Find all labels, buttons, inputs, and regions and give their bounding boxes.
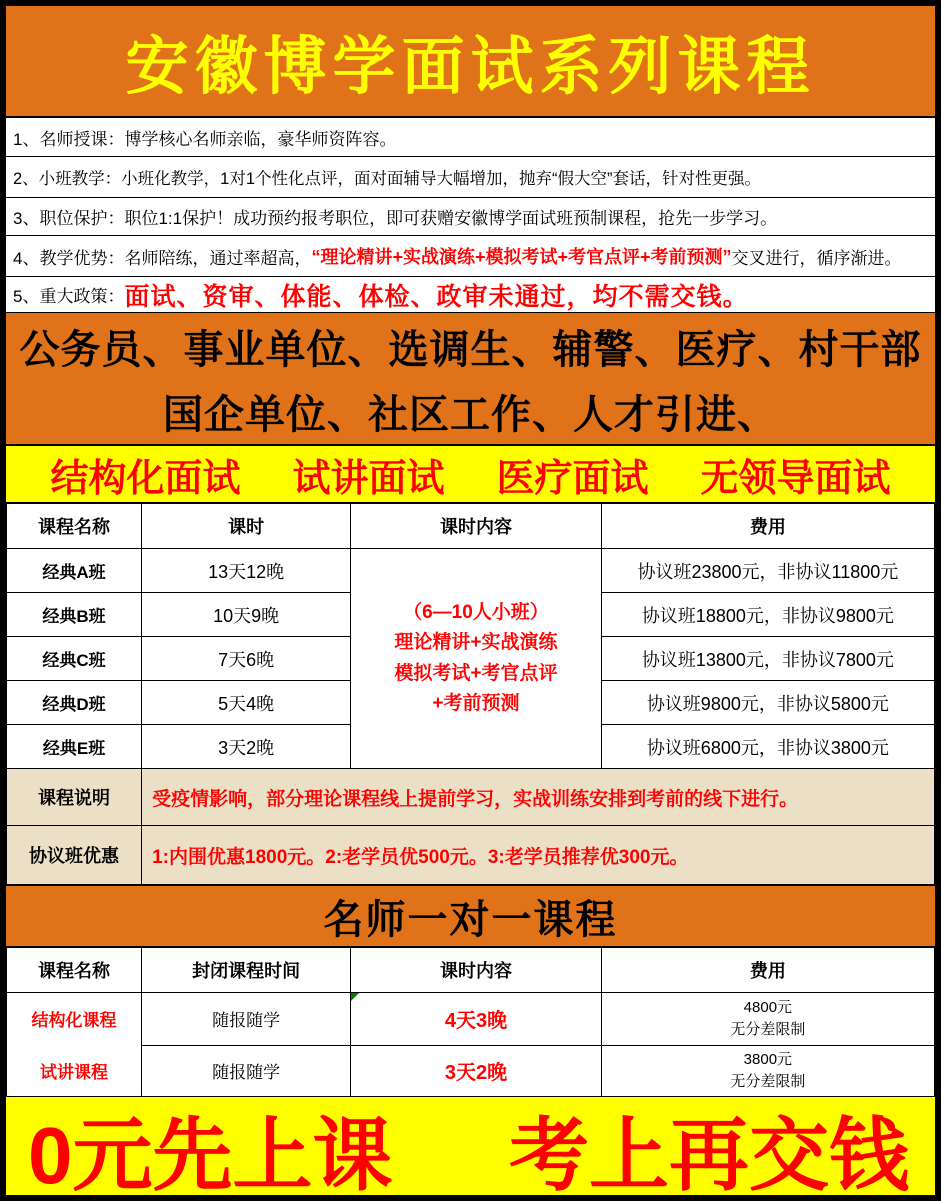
one-on-one-table (6, 947, 935, 1097)
interview-type-medical: 医疗面试 (496, 457, 649, 500)
point-row-4 (6, 236, 935, 277)
content-line: 模拟考试+考官点评 (394, 662, 558, 684)
category-line-1: 公务员、事业单位、选调生、辅警、医疗、村干部 (19, 327, 922, 372)
content-line: +考前预测 (432, 692, 520, 714)
note-row-discount (7, 826, 935, 885)
course-duration (351, 1045, 602, 1097)
fee-amount: 4800元 (743, 999, 793, 1016)
interview-type-leaderless: 无领导面试 (700, 457, 891, 500)
column-header-content: 课时内容 (351, 504, 602, 549)
point-row-3 (6, 198, 935, 236)
point-text: 4、教学优势：名师陪练，通过率超高， (13, 248, 312, 268)
class-fee: 协议班13800元，非协议7800元 (601, 637, 934, 681)
class-duration: 3天2晚 (142, 725, 351, 769)
one-on-one-header-row (7, 948, 935, 993)
footer-banner (6, 1097, 935, 1199)
class-name: 经典C班 (7, 637, 142, 681)
fee-amount: 3800元 (743, 1051, 793, 1068)
course-table-header-row (7, 504, 935, 549)
course-schedule: 随报随学 (142, 1045, 351, 1097)
class-duration: 5天4晚 (142, 681, 351, 725)
title-bar (6, 6, 935, 118)
categories-banner (6, 313, 935, 446)
class-fee: 协议班23800元，非协议11800元 (601, 549, 934, 593)
point-text: 3、职位保护：职位1:1保护！成功预约报考职位，即可获赠安徽博学面试班预制课程，抢先一步学习。 (13, 209, 778, 228)
point-row-1 (6, 118, 935, 157)
footer-right-text: 考上再交钱 (509, 1110, 909, 1200)
class-duration: 10天9晚 (142, 593, 351, 637)
column-header-fee: 费用 (601, 948, 934, 993)
course-name-structured: 结构化课程 (31, 1011, 117, 1031)
cell-corner-marker-icon (351, 993, 359, 1001)
point-text: 交叉进行，循序渐进。 (731, 248, 902, 268)
note-text: 受疫情影响，部分理论课程线上提前学习，实战训练安排到考前的线下进行。 (142, 769, 935, 826)
note-label: 课程说明 (7, 769, 142, 826)
point-highlight-text: “理论精讲+实战演练+模拟考试+考官点评+考前预测” (311, 247, 732, 267)
one-on-one-banner (6, 885, 935, 947)
class-fee: 协议班18800元，非协议9800元 (601, 593, 934, 637)
course-table (6, 503, 935, 885)
column-header-fee: 费用 (601, 504, 934, 549)
poster-title: 安徽博学面试系列课程 (125, 28, 816, 103)
footer-left-text: 0元先上课 (28, 1110, 393, 1200)
column-header-name: 课程名称 (7, 948, 142, 993)
course-duration-text: 3天2晚 (444, 1062, 508, 1085)
course-schedule: 随报随学 (142, 993, 351, 1046)
fee-condition: 无分差限制 (730, 1020, 806, 1038)
point-text: 5、重大政策： (13, 287, 125, 306)
course-fee (601, 1045, 934, 1097)
point-text: 2、小班教学：小班化教学，1对1个性化点评，面对面辅导大幅增加，抛弃“假大空”套话，针对性更强。 (13, 170, 762, 188)
one-on-one-title: 名师一对一课程 (323, 897, 618, 942)
course-fee (601, 993, 934, 1046)
interview-type-structured: 结构化面试 (50, 457, 241, 500)
class-name: 经典D班 (7, 681, 142, 725)
class-fee: 协议班9800元，非协议5800元 (601, 681, 934, 725)
column-header-name: 课程名称 (7, 504, 142, 549)
class-duration: 7天6晚 (142, 637, 351, 681)
note-row-course-info (7, 769, 935, 826)
fee-condition: 无分差限制 (730, 1072, 806, 1090)
one-on-one-row-structured (7, 993, 935, 1046)
note-text: 1:内围优惠1800元。2:老学员优500元。3:老学员推荐优300元。 (142, 826, 935, 885)
point-row-2 (6, 157, 935, 198)
point-policy-text: 面试、资审、体能、体检、政审未通过，均不需交钱。 (124, 281, 749, 311)
point-text: 1、名师授课：博学核心名师亲临，豪华师资阵容。 (13, 129, 397, 149)
category-line-2: 国企单位、社区工作、人才引进、 (163, 392, 778, 437)
column-header-schedule: 封闭课程时间 (142, 948, 351, 993)
point-row-5 (6, 277, 935, 313)
course-content-cell (351, 549, 602, 769)
content-line: 理论精讲+实战演练 (394, 632, 558, 654)
class-fee: 协议班6800元，非协议3800元 (601, 725, 934, 769)
points-list (6, 118, 935, 313)
class-name: 经典E班 (7, 725, 142, 769)
class-duration: 13天12晚 (142, 549, 351, 593)
class-name: 经典B班 (7, 593, 142, 637)
column-header-content: 课时内容 (351, 948, 602, 993)
note-label: 协议班优惠 (7, 826, 142, 885)
one-on-one-row-lecture (7, 1045, 935, 1097)
table-row-class-a (7, 549, 935, 593)
interview-types-bar (6, 446, 935, 503)
course-name-lecture: 试讲课程 (40, 1062, 109, 1082)
content-line: （6—10人小班） (403, 601, 549, 623)
class-name: 经典A班 (7, 549, 142, 593)
course-names-cell (7, 993, 142, 1097)
interview-type-lecture: 试讲面试 (292, 457, 445, 500)
course-duration-text: 4天3晚 (444, 1010, 508, 1033)
course-duration (351, 993, 602, 1046)
column-header-duration: 课时 (142, 504, 351, 549)
